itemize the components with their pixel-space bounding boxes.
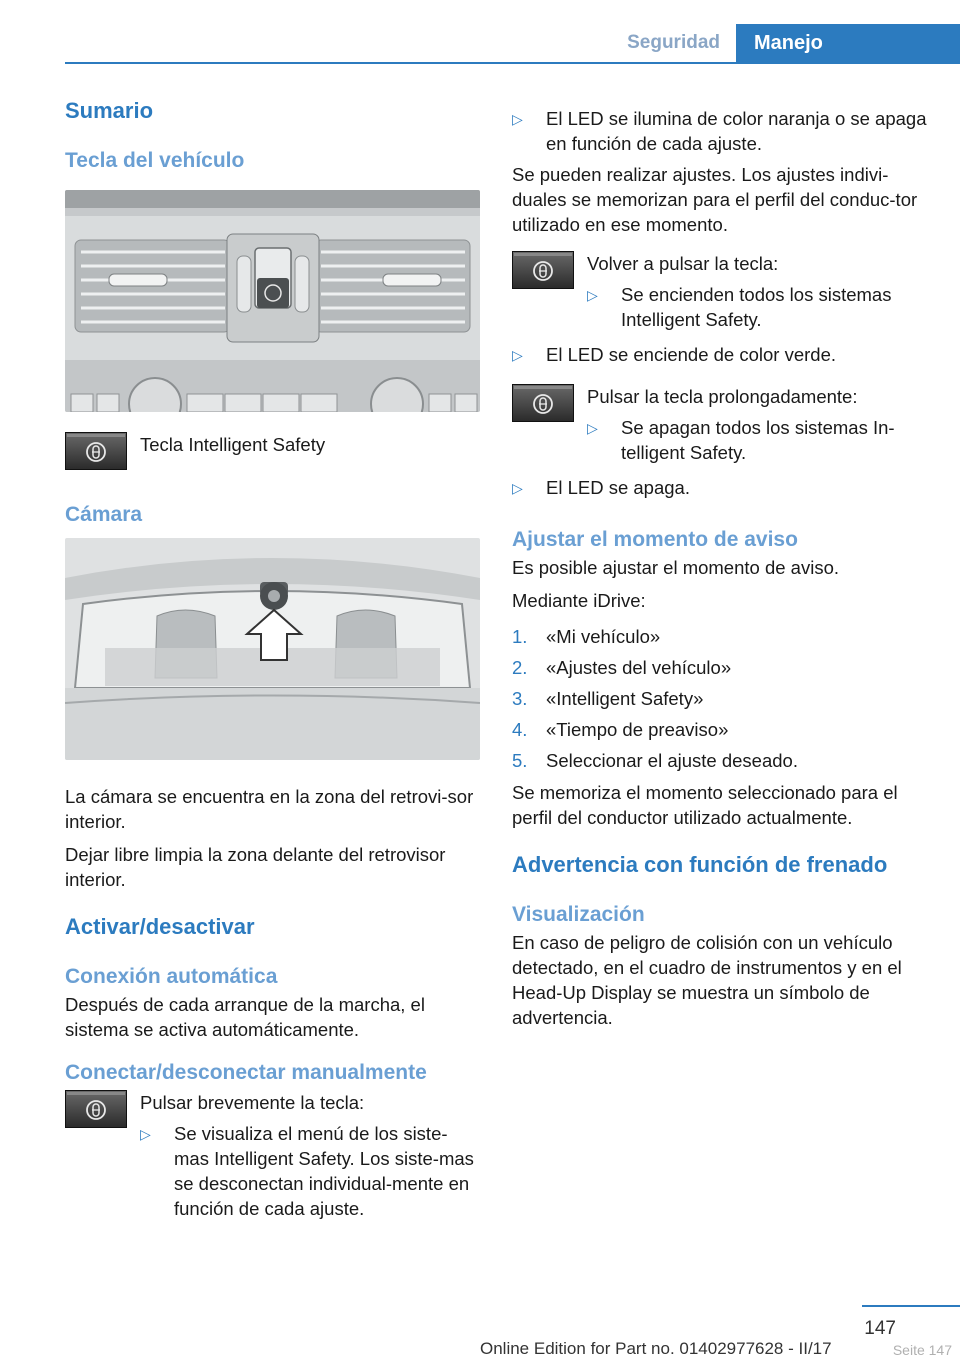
visualizacion-paragraph: En caso de peligro de colisión con un vehículo detectado, en el cuadro de instrumentos y en el Head-Up Display se muestra un símbolo de advertencia.	[512, 932, 902, 1028]
heading-activar: Activar/desactivar	[65, 914, 255, 939]
list-item	[512, 473, 927, 503]
led-green-bullets	[512, 340, 927, 370]
intelligent-safety-key-icon	[65, 1090, 127, 1128]
triangle-right-icon: ▷	[587, 287, 598, 303]
heading-conexion: Conexión automática	[65, 965, 278, 988]
heading-advertencia: Advertencia con función de frenado	[512, 852, 888, 877]
section-tab[interactable]: Seguridad	[627, 32, 720, 53]
camara-paragraph-1: La cámara se encuentra en la zona del retrovi-sor interior.	[65, 786, 474, 832]
pulsar-bullets	[587, 413, 927, 467]
heading-sumario: Sumario	[65, 98, 154, 123]
heading-tecla: Tecla del vehículo	[65, 149, 245, 172]
idrive-paragraph: Mediante iDrive:	[512, 590, 646, 611]
led-orange-bullets	[512, 104, 927, 158]
chapter-tab[interactable]: Manejo	[736, 24, 960, 62]
heading-camara: Cámara	[65, 503, 143, 526]
list-item: 3. «Intelligent Safety»	[512, 688, 704, 709]
intelligent-safety-key-icon	[512, 251, 574, 289]
vehicle-key-figure	[65, 190, 480, 412]
led-off-bullets	[512, 473, 927, 503]
volver-row	[512, 251, 927, 334]
edition-note: Online Edition for Part no. 01402977628 - II/17	[480, 1339, 832, 1358]
manual-intro: Pulsar brevemente la tecla:	[140, 1092, 365, 1113]
intelligent-safety-key-icon	[512, 384, 574, 422]
bullet-text: El LED se enciende de color verde.	[546, 344, 837, 365]
volver-bullets	[587, 280, 927, 334]
triangle-right-icon: ▷	[512, 347, 523, 363]
step-text: Seleccionar el ajuste deseado.	[546, 750, 798, 771]
left-column	[65, 96, 480, 1223]
tecla-caption: Tecla Intelligent Safety	[140, 434, 326, 455]
watermark: Seite 147	[892, 1342, 952, 1358]
pulsar-intro: Pulsar la tecla prolongadamente:	[587, 386, 858, 407]
conexion-paragraph: Después de cada arranque de la marcha, el sistema se activa automáticamente.	[65, 994, 425, 1040]
list-item: 4. «Tiempo de preaviso»	[512, 719, 729, 740]
triangle-right-icon: ▷	[512, 111, 523, 127]
list-item: 5. Seleccionar el ajuste deseado.	[512, 750, 798, 771]
triangle-right-icon: ▷	[140, 1126, 151, 1142]
ajustes-paragraph: Se pueden realizar ajustes. Los ajustes indivi-duales se memorizan para el perfil del conduc-tor utilizado en ese momento.	[512, 164, 918, 235]
manual-row	[65, 1090, 480, 1223]
step-text: «Ajustes del vehículo»	[546, 657, 732, 678]
bullet-text: Se encienden todos los sistemas Intelligent Safety.	[621, 284, 892, 330]
bullet-text: El LED se apaga.	[546, 477, 690, 498]
list-item	[512, 104, 927, 158]
memoriza-paragraph: Se memoriza el momento seleccionado para el perfil del conductor utilizado actualmente.	[512, 782, 898, 828]
bullet-text: El LED se ilumina de color naranja o se apaga en función de cada ajuste.	[546, 108, 927, 154]
heading-manual: Conectar/desconectar manualmente	[65, 1061, 427, 1084]
page-number: 147	[864, 1318, 896, 1339]
heading-visualizacion: Visualización	[512, 903, 645, 926]
tecla-caption-row	[65, 432, 480, 470]
list-item	[587, 280, 927, 334]
footer-rule	[862, 1305, 960, 1307]
bullet-text: Se apagan todos los sistemas In-telligent Safety.	[621, 417, 895, 463]
page-header	[65, 24, 960, 64]
step-text: «Mi vehículo»	[546, 626, 661, 647]
right-column	[512, 104, 927, 1030]
list-item	[140, 1119, 480, 1223]
pulsar-row	[512, 384, 927, 467]
ajustar-paragraph: Es posible ajustar el momento de aviso.	[512, 557, 840, 578]
steps-list	[512, 621, 927, 776]
list-item	[587, 413, 927, 467]
bullet-text: Se visualiza el menú de los siste-mas Intelligent Safety. Los siste-mas se desconectan individual-mente en función de cada ajuste.	[174, 1123, 474, 1219]
triangle-right-icon: ▷	[587, 420, 598, 436]
step-text: «Tiempo de preaviso»	[546, 719, 729, 740]
step-text: «Intelligent Safety»	[546, 688, 704, 709]
camara-paragraph-2: Dejar libre limpia la zona delante del retrovisor interior.	[65, 844, 446, 890]
triangle-right-icon: ▷	[512, 480, 523, 496]
camera-figure	[65, 538, 480, 760]
heading-ajustar: Ajustar el momento de aviso	[512, 528, 798, 551]
volver-intro: Volver a pulsar la tecla:	[587, 253, 779, 274]
intelligent-safety-key-icon	[65, 432, 127, 470]
list-item	[512, 340, 927, 370]
list-item: 2. «Ajustes del vehículo»	[512, 657, 732, 678]
list-item: 1. «Mi vehículo»	[512, 626, 661, 647]
manual-bullets	[140, 1119, 480, 1223]
